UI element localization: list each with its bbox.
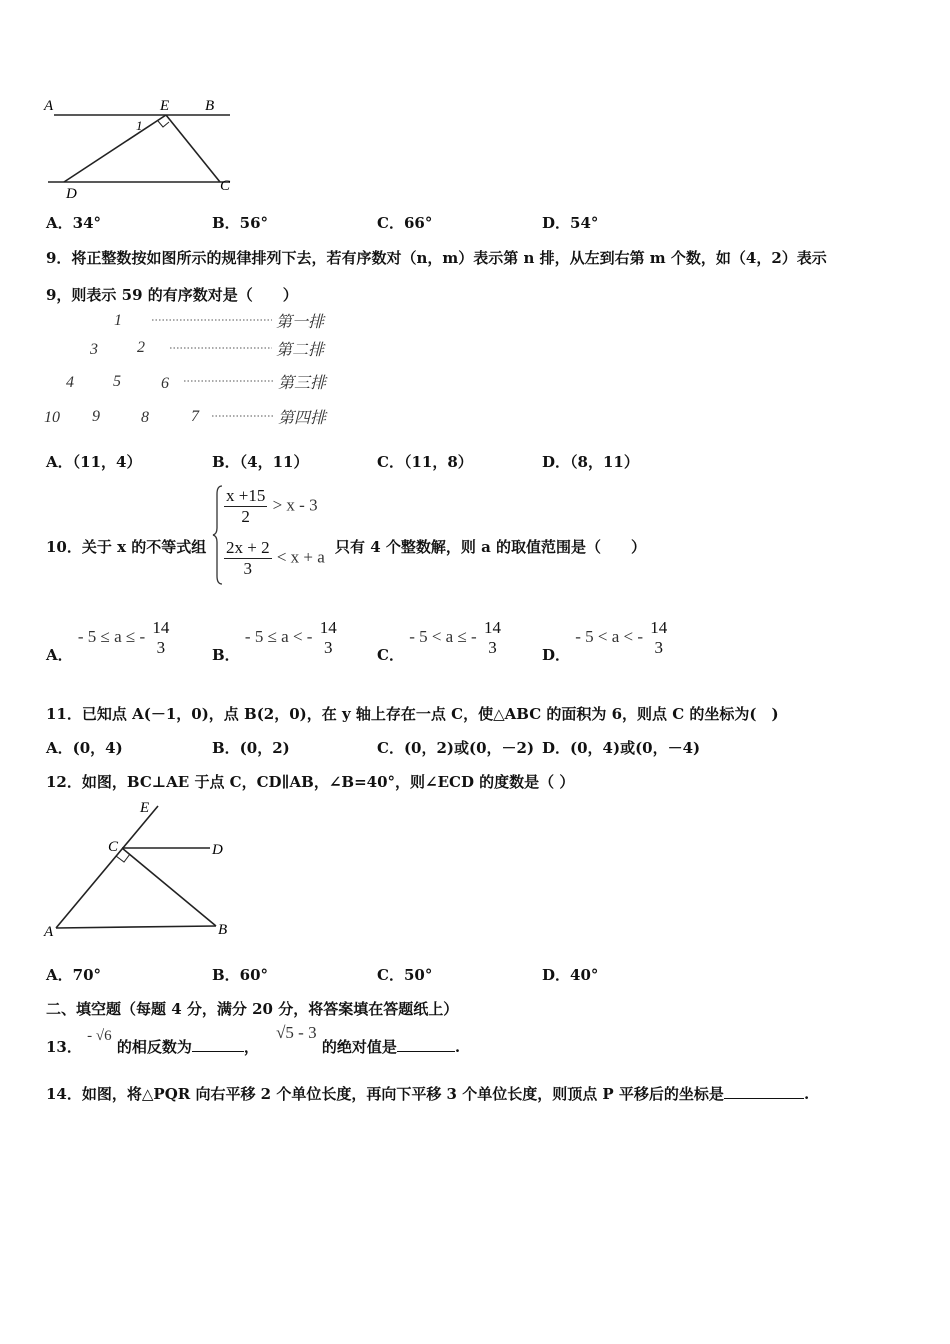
right-angle-mark (116, 854, 130, 862)
option-letter: A． (46, 646, 73, 664)
label-d: D (66, 186, 77, 202)
q10-suffix: 只有 4 个整数解，则 a 的取值范围是（ ） (335, 538, 647, 556)
ineq1-numerator: x +15 (226, 486, 266, 505)
option-numerator: 14 (319, 618, 337, 637)
q13-text1: 的相反数为 (116, 1038, 192, 1056)
label-b: B (205, 98, 215, 114)
segment-cb (122, 848, 216, 926)
option-letter: C． (377, 646, 404, 664)
q13-sep: ， (243, 1038, 259, 1056)
option-expr: - 5 < a < - (575, 627, 644, 646)
segment-ae (56, 806, 158, 928)
q12-option-d: D．40° (542, 966, 599, 984)
q11-option-b: B．(0，2) (212, 739, 290, 757)
q9-text-line2: 9，则表示 59 的有序数对是（ ） (46, 286, 298, 304)
segment-ed (64, 115, 166, 182)
q13-expr2: √5 - 3 (276, 1023, 317, 1042)
ineq2-denominator: 3 (243, 559, 253, 578)
row4-num-4: 7 (191, 408, 199, 425)
option-expr: - 5 ≤ a ≤ - (77, 627, 146, 646)
q10-prefix: 10．关于 x 的不等式组 (46, 538, 207, 556)
q10-option-a (46, 618, 171, 664)
label-e: E (140, 800, 150, 816)
option-numerator: 14 (483, 618, 501, 637)
q11-option-d: D．(0，4)或(0，－4) (542, 739, 701, 757)
q13-line (46, 1023, 461, 1056)
ineq2-numerator: 2x + 2 (226, 538, 270, 557)
q9-option-d: D．（8，11） (542, 453, 639, 471)
ineq2-rest: < x + a (276, 547, 325, 567)
q12-figure (40, 798, 240, 943)
q13-number: 13． (46, 1038, 82, 1056)
segment-ec (166, 115, 220, 182)
row1-num-1: 1 (114, 312, 122, 329)
q10-inequality-1 (224, 486, 318, 527)
option-letter: B． (212, 646, 240, 664)
q9-text-line1: 9．将正整数按如图所示的规律排列下去，若有序数对（n，m）表示第 n 排，从左到右第 m 个数，如（4，2）表示 (46, 249, 827, 267)
q14-text: 14．如图，将△PQR 向右平移 2 个单位长度，再向下平移 3 个单位长度，则顶点 P 平移后的坐标是 (46, 1085, 724, 1103)
option-expr: - 5 ≤ a < - (244, 627, 313, 646)
row4-num-3: 8 (141, 409, 149, 426)
q13-text2: 的绝对值是 (321, 1038, 397, 1056)
q9-option-b: B．（4，11） (212, 453, 309, 471)
q13-answer-blank-1[interactable] (192, 1051, 244, 1052)
option-letter: D． (542, 646, 571, 664)
row2-num-1: 3 (90, 341, 98, 358)
q12-option-c: C．50° (377, 966, 433, 984)
q13-answer-blank-2[interactable] (397, 1051, 455, 1052)
option-denominator: 3 (323, 638, 333, 657)
option-denominator: 3 (654, 638, 664, 657)
q12-option-b: B．60° (212, 966, 269, 984)
q9-option-a: A．（11，4） (46, 453, 142, 471)
q12-option-a: A．70° (46, 966, 102, 984)
q14-line (46, 1083, 809, 1104)
row3-num-1: 4 (66, 374, 74, 391)
q9-option-c: C．（11，8） (377, 453, 473, 471)
label-angle-1: 1 (136, 118, 143, 133)
q8-option-b: B．56° (212, 214, 269, 232)
q11-option-c: C．(0，2)或(0，－2) (377, 739, 535, 757)
ineq1-denominator: 2 (241, 507, 250, 526)
row2-num-2: 2 (137, 339, 145, 356)
q10-option-c (377, 618, 503, 664)
q13-expr1: - √6 (87, 1028, 112, 1044)
label-b: B (218, 922, 228, 938)
q11-option-a: A．(0，4) (46, 739, 123, 757)
q14-answer-blank[interactable] (724, 1098, 804, 1099)
row3-label: 第三排 (278, 375, 327, 392)
q8-option-c: C．66° (377, 214, 433, 232)
option-expr: - 5 < a ≤ - (409, 627, 477, 646)
label-e: E (160, 98, 170, 114)
segment-ab (56, 926, 216, 928)
q12-text: 12．如图，BC⊥AE 于点 C，CD∥AB，∠B=40°，则∠ECD 的度数是（ ） (46, 773, 575, 791)
row3-num-3: 6 (161, 375, 169, 392)
brace-icon (212, 484, 224, 586)
label-c: C (108, 839, 119, 855)
label-a: A (44, 924, 54, 940)
q8-option-d: D．54° (542, 214, 599, 232)
right-angle-mark (158, 121, 169, 127)
section2-title: 二、填空题（每题 4 分，满分 20 分，将答案填在答题纸上） (46, 1000, 459, 1018)
option-denominator: 3 (488, 638, 497, 657)
q13-end: . (454, 1038, 461, 1056)
row3-num-2: 5 (113, 373, 121, 390)
q14-end: . (803, 1085, 810, 1103)
label-c: C (220, 178, 231, 194)
q8-figure (40, 92, 235, 202)
q10-option-d (542, 618, 669, 664)
option-numerator: 14 (152, 618, 170, 637)
row2-label: 第二排 (276, 342, 325, 359)
q10-inequality-2 (224, 538, 325, 579)
q8-option-a: A．34° (46, 214, 102, 232)
row4-label: 第四排 (278, 410, 327, 427)
row1-label: 第一排 (276, 314, 325, 331)
q10-option-b (212, 618, 339, 664)
option-numerator: 14 (650, 618, 668, 637)
q9-figure (40, 308, 340, 430)
q11-text: 11．已知点 A(－1，0)，点 B(2，0)，在 y 轴上存在一点 C，使△ABC 的面积为 6，则点 C 的坐标为( ) (46, 705, 779, 723)
ineq1-rest: > x - 3 (272, 495, 318, 515)
row4-num-1: 10 (44, 409, 60, 426)
label-a: A (44, 98, 54, 114)
option-denominator: 3 (156, 638, 166, 657)
row4-num-2: 9 (92, 408, 100, 425)
label-d: D (212, 842, 223, 858)
